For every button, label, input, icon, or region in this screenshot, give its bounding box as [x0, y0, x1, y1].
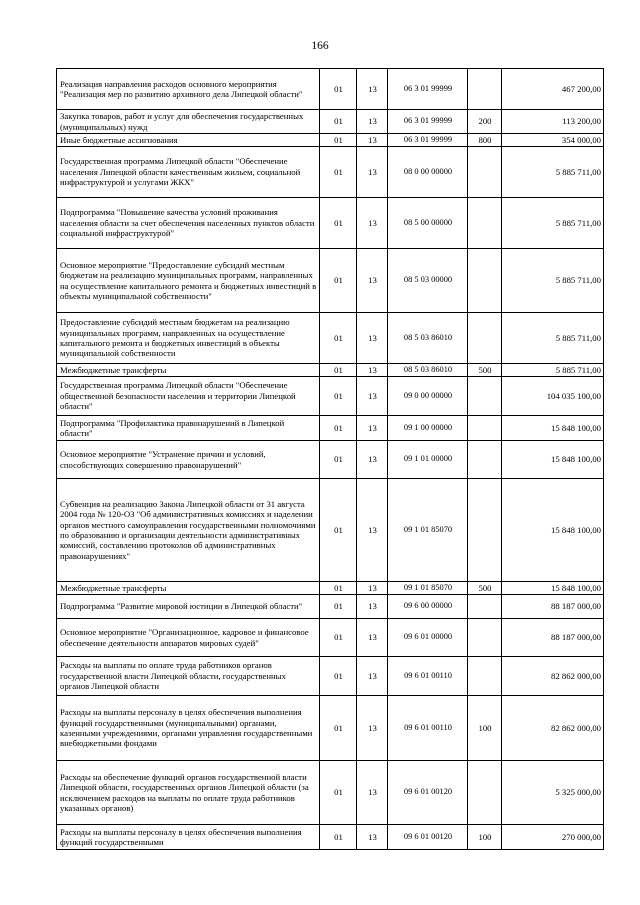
row-subsection: 13: [357, 147, 388, 198]
row-amount: 270 000,00: [502, 825, 604, 850]
row-name: Подпрограмма "Развитие мировой юстиции в Липецкой области": [57, 595, 320, 619]
row-name: Межбюджетные трансферты: [57, 364, 320, 377]
row-target-article: 08 0 00 00000: [388, 147, 468, 198]
row-expense-type: [468, 377, 502, 416]
row-section: 01: [320, 696, 357, 761]
row-amount: 5 325 000,00: [502, 761, 604, 825]
row-target-article: 09 6 01 00000: [388, 619, 468, 657]
row-expense-type: 500: [468, 582, 502, 595]
table-row: [57, 582, 604, 595]
row-section: 01: [320, 479, 357, 582]
row-section: 01: [320, 441, 357, 479]
row-amount: 82 862 000,00: [502, 657, 604, 696]
table-row: [57, 198, 604, 249]
row-subsection: 13: [357, 619, 388, 657]
row-subsection: 13: [357, 134, 388, 147]
row-target-article: 08 5 03 00000: [388, 249, 468, 313]
table-row: [57, 69, 604, 110]
row-amount: 467 200,00: [502, 69, 604, 110]
row-target-article: 09 0 00 00000: [388, 377, 468, 416]
row-section: 01: [320, 416, 357, 441]
row-name: Межбюджетные трансферты: [57, 582, 320, 595]
row-amount: 354 000,00: [502, 134, 604, 147]
row-subsection: 13: [357, 249, 388, 313]
table-row: [57, 377, 604, 416]
row-expense-type: 200: [468, 110, 502, 134]
row-section: 01: [320, 595, 357, 619]
row-amount: 15 848 100,00: [502, 479, 604, 582]
row-amount: 15 848 100,00: [502, 582, 604, 595]
row-subsection: 13: [357, 198, 388, 249]
row-name: Закупка товаров, работ и услуг для обеспечения государственных (муниципальных) нужд: [57, 110, 320, 134]
table-row: [57, 479, 604, 582]
row-amount: 15 848 100,00: [502, 416, 604, 441]
row-subsection: 13: [357, 313, 388, 364]
row-target-article: 09 6 01 00110: [388, 696, 468, 761]
row-expense-type: [468, 441, 502, 479]
table-row: [57, 364, 604, 377]
row-expense-type: [468, 761, 502, 825]
row-expense-type: 800: [468, 134, 502, 147]
row-subsection: 13: [357, 364, 388, 377]
row-expense-type: 100: [468, 825, 502, 850]
row-subsection: 13: [357, 441, 388, 479]
row-subsection: 13: [357, 595, 388, 619]
row-target-article: 09 1 01 85070: [388, 582, 468, 595]
row-expense-type: 500: [468, 364, 502, 377]
table-row: [57, 441, 604, 479]
row-name: Субвенция на реализацию Закона Липецкой области от 31 августа 2004 года № 120-ОЗ "Об административных комиссиях и наделении органов местного самоуправления государственными полномочиями по образованию и организации деятельности административных комиссий, составлению протоколов об административных правонарушениях": [57, 479, 320, 582]
row-target-article: 08 5 03 86010: [388, 364, 468, 377]
row-expense-type: [468, 657, 502, 696]
row-section: 01: [320, 825, 357, 850]
row-amount: 5 885 711,00: [502, 364, 604, 377]
row-expense-type: [468, 313, 502, 364]
row-name: Основное мероприятие "Устранение причин и условий, способствующих совершению правонарушений": [57, 441, 320, 479]
row-amount: 104 035 100,00: [502, 377, 604, 416]
row-section: 01: [320, 69, 357, 110]
row-expense-type: [468, 619, 502, 657]
row-target-article: 08 5 03 86010: [388, 313, 468, 364]
row-subsection: 13: [357, 582, 388, 595]
row-target-article: 08 5 00 00000: [388, 198, 468, 249]
row-subsection: 13: [357, 761, 388, 825]
row-target-article: 06 3 01 99999: [388, 134, 468, 147]
table-row: [57, 147, 604, 198]
row-subsection: 13: [357, 69, 388, 110]
row-name: Расходы на выплаты персоналу в целях обеспечения выполнения функций государственными: [57, 825, 320, 850]
row-expense-type: [468, 479, 502, 582]
row-target-article: 09 1 01 00000: [388, 441, 468, 479]
row-amount: 113 200,00: [502, 110, 604, 134]
row-amount: 5 885 711,00: [502, 147, 604, 198]
row-section: 01: [320, 377, 357, 416]
table-row: [57, 657, 604, 696]
row-section: 01: [320, 657, 357, 696]
row-name: Государственная программа Липецкой области "Обеспечение общественной безопасности населения и территории Липецкой области": [57, 377, 320, 416]
row-section: 01: [320, 313, 357, 364]
row-expense-type: [468, 147, 502, 198]
row-expense-type: [468, 416, 502, 441]
row-name: Иные бюджетные ассигнования: [57, 134, 320, 147]
row-name: Подпрограмма "Профилактика правонарушений в Липецкой области": [57, 416, 320, 441]
row-subsection: 13: [357, 696, 388, 761]
row-target-article: 09 6 00 00000: [388, 595, 468, 619]
table-row: [57, 595, 604, 619]
table-row: [57, 249, 604, 313]
row-expense-type: [468, 249, 502, 313]
row-target-article: 09 1 01 85070: [388, 479, 468, 582]
row-amount: 5 885 711,00: [502, 249, 604, 313]
table-row: [57, 416, 604, 441]
row-section: 01: [320, 249, 357, 313]
row-section: 01: [320, 619, 357, 657]
row-name: Государственная программа Липецкой области "Обеспечение населения Липецкой области качественным жильем, социальной инфраструктурой и услугами ЖКХ": [57, 147, 320, 198]
table-row: [57, 110, 604, 134]
row-name: Основное мероприятие "Предоставление субсидий местным бюджетам на реализацию муниципальных программ, направленных на осуществление капитального ремонта и бюджетных инвестиций в объекты муниципальной собственности": [57, 249, 320, 313]
row-amount: 15 848 100,00: [502, 441, 604, 479]
row-name: Расходы на обеспечение функций органов государственной власти Липецкой области, государственных органов Липецкой области (за исключением расходов на выплаты по оплате труда работников указанных органов): [57, 761, 320, 825]
row-name: Предоставление субсидий местным бюджетам на реализацию муниципальных программ, направленных на осуществление капитального ремонта и бюджетных инвестиций в объекты муниципальной собственности: [57, 313, 320, 364]
row-section: 01: [320, 147, 357, 198]
row-target-article: 06 3 01 99999: [388, 110, 468, 134]
table-row: [57, 134, 604, 147]
row-amount: 88 187 000,00: [502, 595, 604, 619]
table-row: [57, 761, 604, 825]
row-name: Основное мероприятие "Организационное, кадровое и финансовое обеспечение деятельности аппаратов мировых судей": [57, 619, 320, 657]
row-name: Расходы на выплаты персоналу в целях обеспечения выполнения функций государственными (муниципальными) органами, казенными учреждениями, органами управления государственными внебюджетными фондами: [57, 696, 320, 761]
row-section: 01: [320, 364, 357, 377]
row-expense-type: [468, 198, 502, 249]
row-name: Подпрограмма "Повышение качества условий проживания населения области за счет обеспечения населенных пунктов области социальной инфраструктурой": [57, 198, 320, 249]
row-amount: 88 187 000,00: [502, 619, 604, 657]
row-expense-type: [468, 595, 502, 619]
row-amount: 82 862 000,00: [502, 696, 604, 761]
row-target-article: 06 3 01 99999: [388, 69, 468, 110]
row-amount: 5 885 711,00: [502, 313, 604, 364]
row-target-article: 09 6 01 00120: [388, 761, 468, 825]
row-section: 01: [320, 134, 357, 147]
page-number: 166: [311, 40, 329, 52]
table-row: [57, 313, 604, 364]
row-subsection: 13: [357, 479, 388, 582]
table-row: [57, 825, 604, 850]
row-section: 01: [320, 110, 357, 134]
row-target-article: 09 6 01 00120: [388, 825, 468, 850]
budget-table: [56, 68, 604, 850]
row-subsection: 13: [357, 657, 388, 696]
row-expense-type: [468, 69, 502, 110]
row-name: Расходы на выплаты по оплате труда работников органов государственной власти Липецкой области, государственных органов Липецкой области: [57, 657, 320, 696]
row-amount: 5 885 711,00: [502, 198, 604, 249]
row-section: 01: [320, 761, 357, 825]
row-name: Реализация направления расходов основного мероприятия "Реализация мер по развитию архивного дела Липецкой области": [57, 69, 320, 110]
row-target-article: 09 1 00 00000: [388, 416, 468, 441]
row-section: 01: [320, 198, 357, 249]
row-subsection: 13: [357, 110, 388, 134]
row-subsection: 13: [357, 825, 388, 850]
row-target-article: 09 6 01 00110: [388, 657, 468, 696]
row-section: 01: [320, 582, 357, 595]
table-row: [57, 696, 604, 761]
row-subsection: 13: [357, 377, 388, 416]
row-subsection: 13: [357, 416, 388, 441]
row-expense-type: 100: [468, 696, 502, 761]
table-row: [57, 619, 604, 657]
